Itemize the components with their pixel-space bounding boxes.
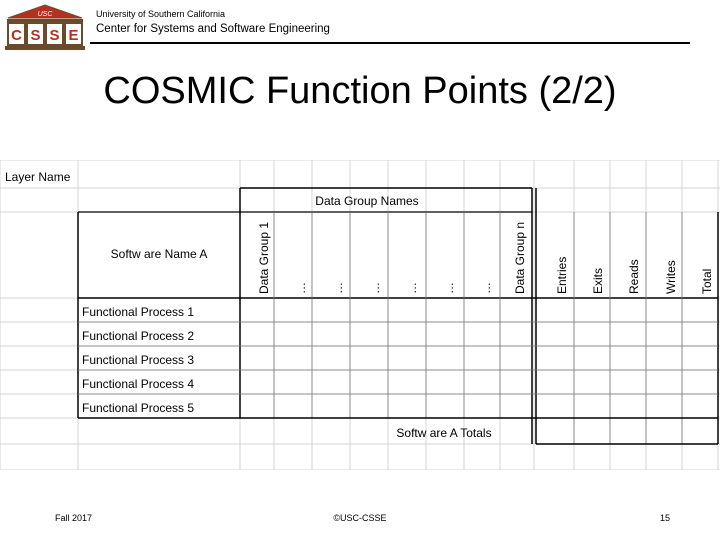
totals-label: Softw are A Totals <box>396 426 492 440</box>
footer-term: Fall 2017 <box>55 513 93 523</box>
header-divider <box>90 42 690 44</box>
slide-number: 15 <box>659 513 670 523</box>
column-header: … <box>479 282 493 294</box>
footer-copyright: ©USC-CSSE <box>333 513 387 523</box>
cosmic-table <box>0 160 720 470</box>
summary-header-exits: Exits <box>591 267 605 294</box>
process-label: Functional Process 1 <box>82 305 195 319</box>
usc-csse-logo <box>4 4 86 52</box>
logo-letter: S <box>49 27 60 44</box>
summary-header-writes: Writes <box>664 260 678 294</box>
slide-title: COSMIC Function Points (2/2) <box>103 70 617 112</box>
logo-letter: E <box>68 27 79 44</box>
summary-header-reads: Reads <box>627 259 641 294</box>
process-label: Functional Process 3 <box>82 353 195 367</box>
process-label: Functional Process 2 <box>82 329 195 343</box>
summary-header-total: Total <box>700 268 714 294</box>
summary-header-entries: Entries <box>555 256 569 294</box>
column-header: … <box>442 282 456 294</box>
column-header: Data Group 1 <box>257 221 271 294</box>
column-header: Data Group n <box>513 221 527 294</box>
data-group-names-label: Data Group Names <box>315 194 419 208</box>
column-header: … <box>331 282 345 294</box>
process-label: Functional Process 5 <box>82 401 195 415</box>
column-header: … <box>368 282 382 294</box>
software-name-label: Softw are Name A <box>110 247 208 261</box>
layer-name-label: Layer Name <box>5 170 71 184</box>
logo-letter: C <box>11 27 22 44</box>
university-name: University of Southern California <box>96 9 226 19</box>
column-header: … <box>294 282 308 294</box>
center-name: Center for Systems and Software Engineering <box>96 23 330 35</box>
column-header: … <box>405 282 419 294</box>
process-label: Functional Process 4 <box>82 377 195 391</box>
logo-usc-text: USC <box>37 11 53 18</box>
logo-letter: S <box>30 27 41 44</box>
